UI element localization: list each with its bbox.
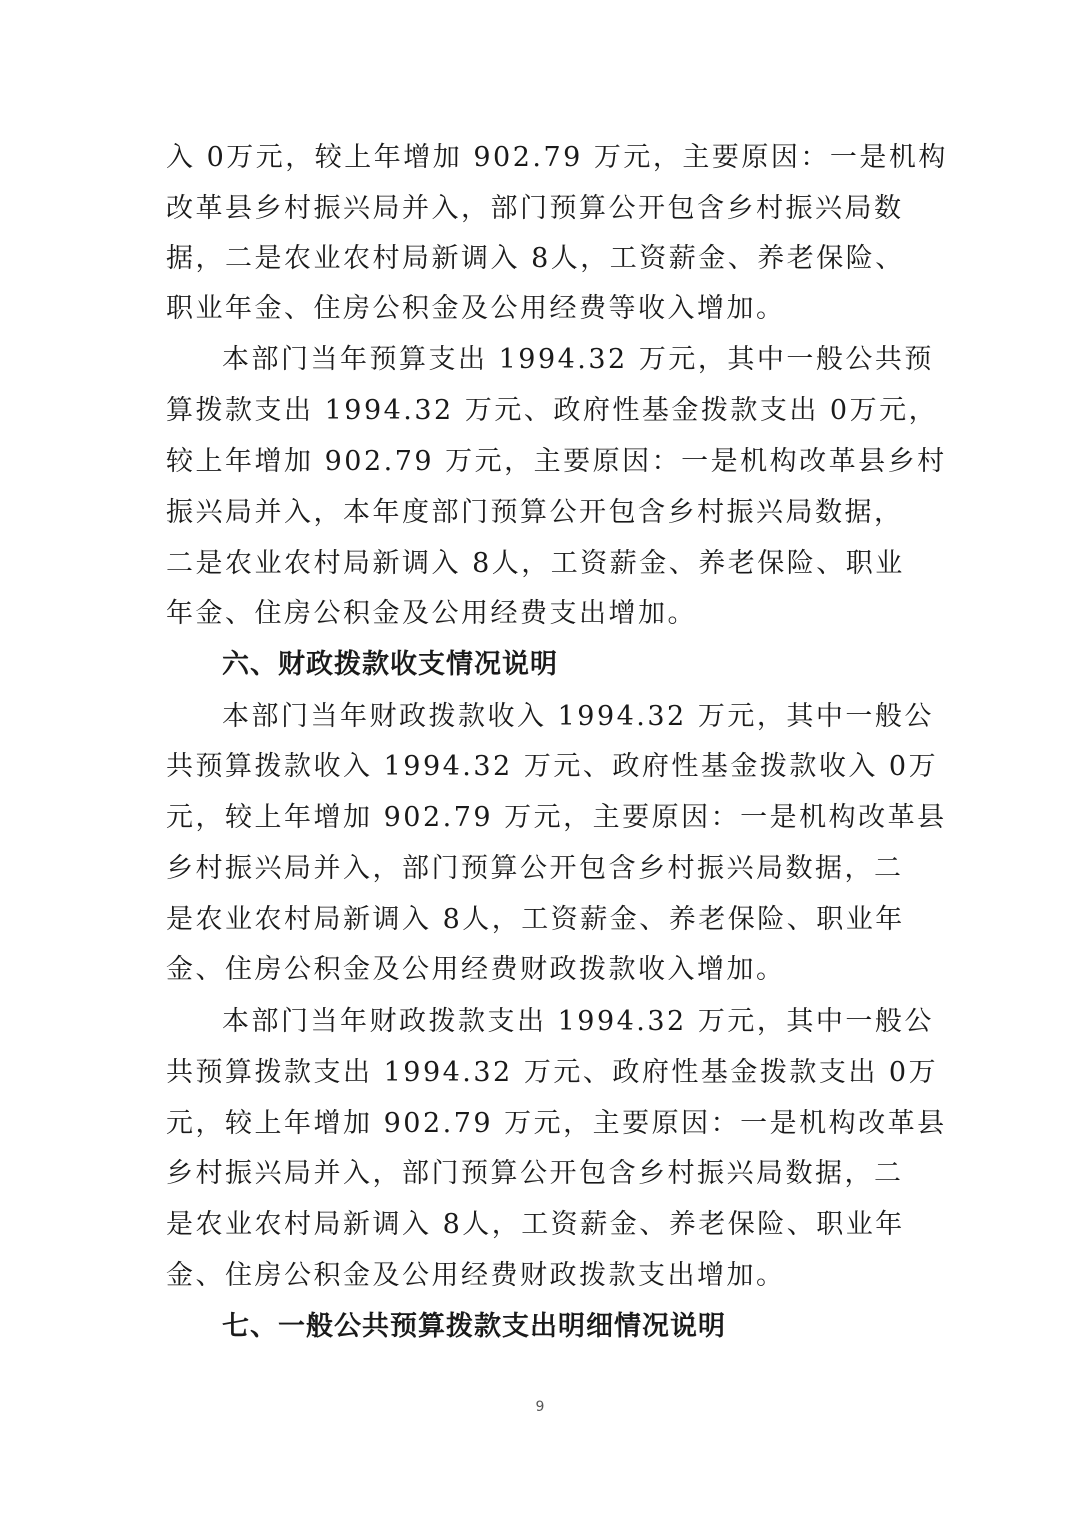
paragraph-line: 改革县乡村振兴局并入，部门预算公开包含乡村振兴局数	[166, 193, 904, 224]
page-number: 9	[535, 1399, 545, 1415]
paragraph-line: 本部门当年财政拨款支出 1994.32 万元，其中一般公	[222, 1006, 934, 1037]
paragraph-line: 金、住房公积金及公用经费财政拨款收入增加。	[166, 954, 786, 985]
paragraph-line: 年金、住房公积金及公用经费支出增加。	[166, 598, 697, 629]
section-heading-6: 六、财政拨款收支情况说明	[222, 649, 558, 680]
paragraph-line: 二是农业农村局新调入 8人，工资薪金、养老保险、职业	[166, 548, 905, 579]
paragraph-line: 乡村振兴局并入，部门预算公开包含乡村振兴局数据，二	[166, 853, 904, 884]
paragraph-line: 较上年增加 902.79 万元，主要原因：一是机构改革县乡村	[166, 446, 947, 477]
paragraph-line: 元，较上年增加 902.79 万元，主要原因：一是机构改革县	[166, 802, 947, 833]
paragraph-line: 振兴局并入，本年度部门预算公开包含乡村振兴局数据，	[166, 497, 904, 528]
paragraph-line: 据，二是农业农村局新调入 8人，工资薪金、养老保险、	[166, 243, 905, 274]
paragraph-line: 本部门当年预算支出 1994.32 万元，其中一般公共预	[222, 344, 934, 375]
paragraph-line: 算拨款支出 1994.32 万元、政府性基金拨款支出 0万元，	[166, 395, 939, 426]
paragraph-line: 职业年金、住房公积金及公用经费等收入增加。	[166, 293, 786, 324]
paragraph-line: 共预算拨款支出 1994.32 万元、政府性基金拨款支出 0万	[166, 1057, 939, 1088]
paragraph-line: 本部门当年财政拨款收入 1994.32 万元，其中一般公	[222, 701, 934, 732]
paragraph-line: 金、住房公积金及公用经费财政拨款支出增加。	[166, 1260, 786, 1291]
paragraph-line: 元，较上年增加 902.79 万元，主要原因：一是机构改革县	[166, 1108, 947, 1139]
section-heading-7: 七、一般公共预算拨款支出明细情况说明	[222, 1311, 726, 1342]
paragraph-line: 乡村振兴局并入，部门预算公开包含乡村振兴局数据，二	[166, 1158, 904, 1189]
paragraph-line: 是农业农村局新调入 8人，工资薪金、养老保险、职业年	[166, 904, 905, 935]
paragraph-line: 共预算拨款收入 1994.32 万元、政府性基金拨款收入 0万	[166, 751, 939, 782]
paragraph-line: 是农业农村局新调入 8人，工资薪金、养老保险、职业年	[166, 1209, 905, 1240]
paragraph-line: 入 0万元，较上年增加 902.79 万元，主要原因：一是机构	[166, 142, 948, 173]
